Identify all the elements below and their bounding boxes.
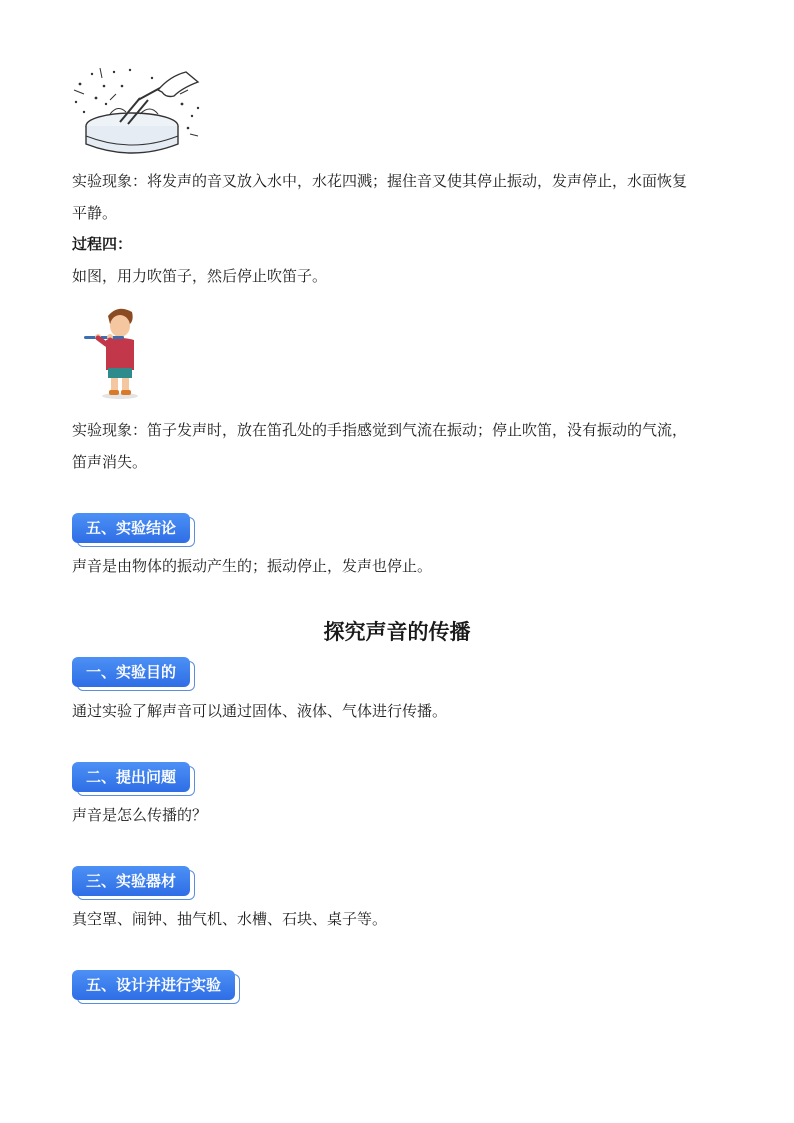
section-badge-design bbox=[72, 970, 235, 1000]
badge-label: 五、实验结论 bbox=[72, 513, 190, 543]
badge-label: 二、提出问题 bbox=[72, 762, 190, 792]
section-badge-purpose bbox=[72, 657, 190, 687]
materials-text: 真空罩、闹钟、抽气机、水槽、石块、桌子等。 bbox=[72, 910, 388, 928]
conclusion-text: 声音是由物体的振动产生的；振动停止，发声也停止。 bbox=[72, 557, 433, 575]
question-text: 声音是怎么传播的？ bbox=[72, 806, 208, 824]
process-4-heading: 过程四： bbox=[72, 235, 133, 253]
badge-label: 五、设计并进行实验 bbox=[72, 970, 235, 1000]
section-badge-materials bbox=[72, 866, 190, 896]
phenomenon-4-line-2: 笛声消失。 bbox=[72, 453, 148, 471]
phenomenon-3-line-2: 平静。 bbox=[72, 204, 118, 222]
section-badge-question bbox=[72, 762, 190, 792]
tuning-fork-in-water-illustration bbox=[70, 64, 206, 158]
phenomenon-4-line-1: 实验现象：笛子发声时，放在笛孔处的手指感觉到气流在振动；停止吹笛，没有振动的气流， bbox=[72, 421, 688, 439]
section-badge-conclusion bbox=[72, 513, 190, 543]
process-4-text: 如图，用力吹笛子，然后停止吹笛子。 bbox=[72, 267, 328, 285]
boy-blowing-flute-illustration bbox=[84, 304, 144, 400]
phenomenon-3-line-1: 实验现象：将发声的音叉放入水中，水花四溅；握住音叉使其停止振动，发声停止，水面恢复 bbox=[72, 172, 688, 190]
badge-label: 一、实验目的 bbox=[72, 657, 190, 687]
badge-label: 三、实验器材 bbox=[72, 866, 190, 896]
page-title: 探究声音的传播 bbox=[323, 619, 471, 644]
purpose-text: 通过实验了解声音可以通过固体、液体、气体进行传播。 bbox=[72, 702, 448, 720]
